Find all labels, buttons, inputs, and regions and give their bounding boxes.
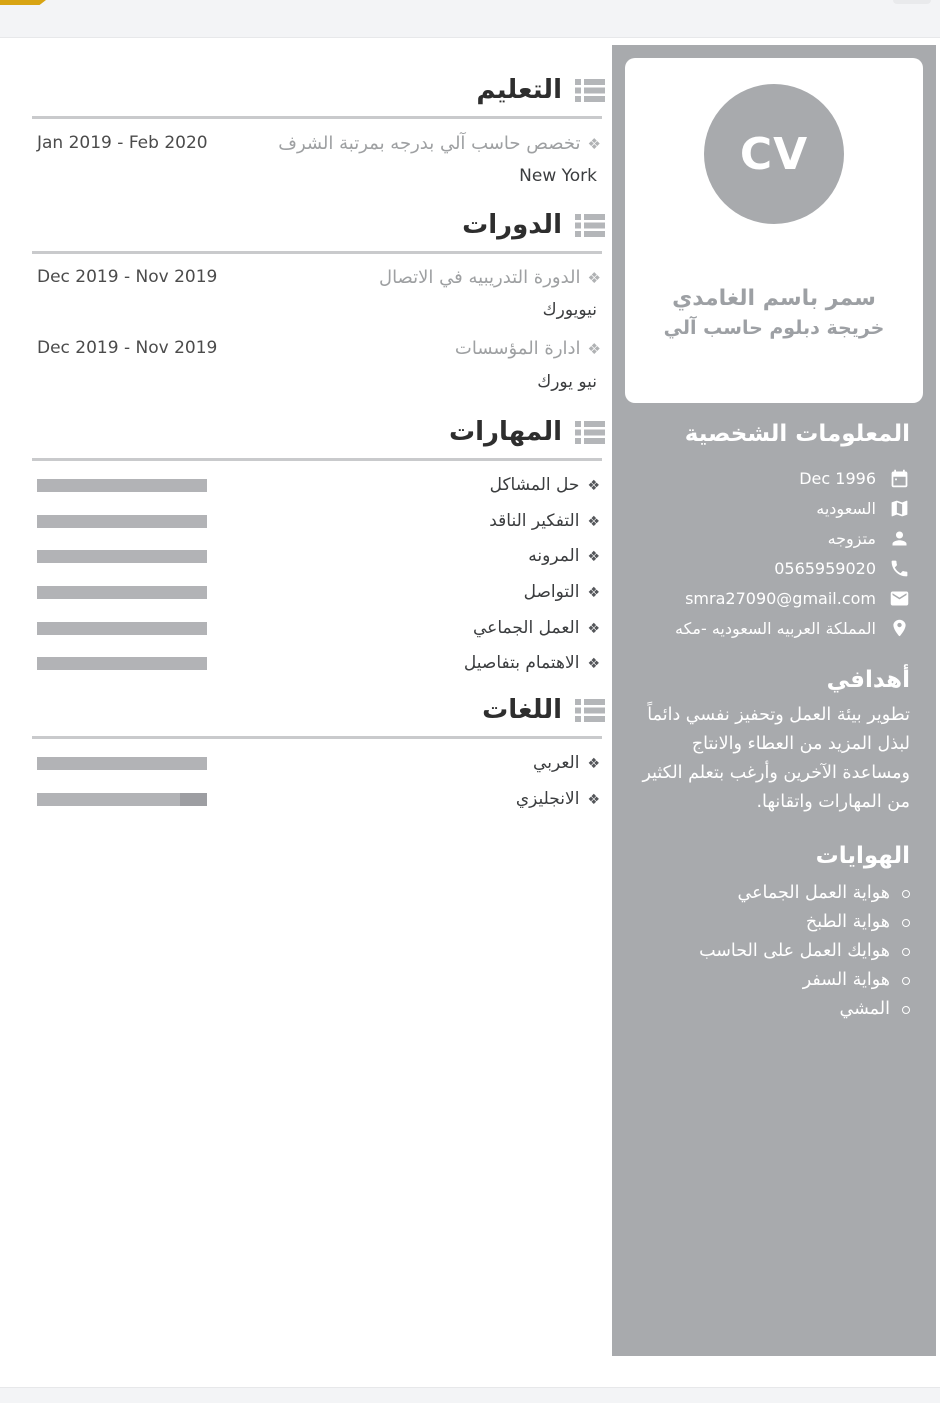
sidebar — [612, 45, 936, 1356]
hobbies-title: الهوايات — [815, 843, 910, 869]
entry-date: Dec 2019 - Nov 2019 — [37, 267, 218, 287]
diamond-bullet-icon: ❖ — [587, 792, 600, 808]
profile-card — [625, 58, 923, 403]
course-entry — [32, 338, 605, 359]
skill-bar — [37, 657, 207, 670]
entry-title: ❖الدورة التدريبيه في الاتصال — [378, 267, 601, 288]
diamond-bullet-icon: ❖ — [587, 514, 600, 530]
section-divider — [32, 116, 602, 119]
entry-location: نيو يورك — [537, 372, 597, 392]
diamond-bullet-icon: ❖ — [587, 135, 601, 153]
avatar-initials: CV — [739, 128, 809, 180]
entry-location: نيويورك — [542, 300, 597, 320]
avatar — [704, 84, 844, 224]
language-row — [32, 750, 605, 776]
skill-row — [32, 508, 605, 534]
skill-bar — [37, 586, 207, 599]
diamond-bullet-icon: ❖ — [587, 621, 600, 637]
gold-ribbon — [0, 0, 46, 5]
section-divider — [32, 251, 602, 254]
section-divider — [32, 458, 602, 461]
diamond-bullet-icon: ❖ — [587, 585, 600, 601]
circle-bullet-icon — [902, 948, 910, 956]
top-right-artifact — [893, 0, 931, 4]
goals-text: تطوير بيئة العمل وتحفيز نفسي دائماً لبذل المزيد من العطاء والانتاج ومساعدة الآخرين وأرغب بتعلم الكثير من المهارات واتقانها. — [642, 705, 910, 812]
info-text: smra27090@gmail.com — [685, 588, 876, 608]
section-header-skills — [449, 417, 605, 447]
info-text: المملكة العربيه السعوديه -مكه — [674, 618, 876, 638]
skill-bar — [37, 515, 207, 528]
circle-bullet-icon — [902, 919, 910, 927]
bottom-frame-bar — [0, 1387, 940, 1403]
section-divider — [32, 736, 602, 739]
personal-info-title: المعلومات الشخصية — [684, 421, 910, 447]
skill-row — [32, 543, 605, 569]
skill-label: ❖حل المشاكل — [489, 475, 600, 495]
diamond-bullet-icon: ❖ — [587, 756, 600, 772]
map-icon — [889, 498, 910, 519]
person-icon — [889, 528, 910, 549]
skill-label: ❖العمل الجماعي — [473, 618, 600, 638]
circle-bullet-icon — [902, 1006, 910, 1014]
info-row-phone — [630, 553, 910, 583]
list-icon — [575, 420, 605, 445]
entry-date: Dec 2019 - Nov 2019 — [37, 338, 218, 358]
mail-icon — [889, 588, 910, 609]
skill-bar — [37, 622, 207, 635]
calendar-icon — [889, 468, 910, 489]
language-bar — [37, 793, 207, 806]
hobby-item: هواية السفر — [630, 966, 910, 995]
goals-section — [630, 667, 910, 817]
diamond-bullet-icon: ❖ — [587, 656, 600, 672]
diamond-bullet-icon: ❖ — [587, 478, 600, 494]
list-icon — [575, 698, 605, 723]
main-column — [32, 38, 605, 1387]
language-label: ❖العربي — [533, 753, 600, 773]
sidebar-content — [630, 421, 910, 1024]
skill-row — [32, 579, 605, 605]
hobby-list — [630, 879, 910, 1024]
skill-row — [32, 615, 605, 641]
info-row-email — [630, 583, 910, 613]
info-text: متزوجه — [827, 528, 876, 548]
section-title: الدورات — [462, 210, 562, 240]
language-label: ❖الانجليزي — [515, 789, 600, 809]
education-entry — [32, 133, 605, 154]
profile-subtitle: خريجة دبلوم حاسب آلي — [663, 317, 885, 339]
course-entry — [32, 267, 605, 288]
info-row-birthdate — [630, 463, 910, 493]
skill-bar — [37, 479, 207, 492]
hobby-item: المشي — [630, 995, 910, 1024]
location-icon — [889, 618, 910, 639]
info-row-nationality — [630, 493, 910, 523]
info-row-address — [630, 613, 910, 643]
hobby-item: هواية الطبخ — [630, 908, 910, 937]
language-row — [32, 786, 605, 812]
skill-label: ❖الاهتمام بتفاصيل — [463, 653, 600, 673]
circle-bullet-icon — [902, 977, 910, 985]
skill-row — [32, 472, 605, 498]
skill-label: ❖المرونه — [528, 546, 600, 566]
info-row-marital-status — [630, 523, 910, 553]
info-text: 0565959020 — [774, 558, 876, 578]
section-title: المهارات — [448, 417, 562, 447]
section-header-courses — [462, 210, 605, 240]
entry-title: ❖ادارة المؤسسات — [454, 338, 601, 359]
skill-row — [32, 650, 605, 676]
hobbies-section — [630, 843, 910, 1024]
list-icon — [575, 213, 605, 238]
skill-label: ❖التواصل — [523, 582, 600, 602]
section-header-education — [476, 75, 605, 105]
entry-location: New York — [519, 166, 597, 186]
info-text: Dec 1996 — [799, 468, 876, 488]
top-frame-bar — [0, 0, 940, 38]
language-bar — [37, 757, 207, 770]
entry-title: ❖تخصص حاسب آلي بدرجه بمرتبة الشرف — [278, 133, 601, 154]
language-bar-accent — [180, 793, 207, 806]
entry-date: Jan 2019 - Feb 2020 — [37, 133, 208, 153]
personal-info-list — [630, 463, 910, 643]
diamond-bullet-icon: ❖ — [587, 549, 600, 565]
goals-title: أهدافي — [826, 667, 910, 693]
section-title: اللغات — [482, 695, 562, 725]
diamond-bullet-icon: ❖ — [587, 340, 601, 358]
skill-bar — [37, 550, 207, 563]
profile-name: سمر باسم الغامدي — [672, 286, 876, 311]
hobby-item: هوايك العمل على الحاسب — [630, 937, 910, 966]
circle-bullet-icon — [902, 890, 910, 898]
list-icon — [575, 78, 605, 103]
section-header-languages — [482, 695, 605, 725]
hobby-item: هواية العمل الجماعي — [630, 879, 910, 908]
diamond-bullet-icon: ❖ — [587, 269, 601, 287]
skill-label: ❖التفكير الناقد — [489, 511, 600, 531]
section-title: التعليم — [476, 75, 562, 105]
info-text: السعوديه — [816, 498, 876, 518]
phone-icon — [889, 558, 910, 579]
